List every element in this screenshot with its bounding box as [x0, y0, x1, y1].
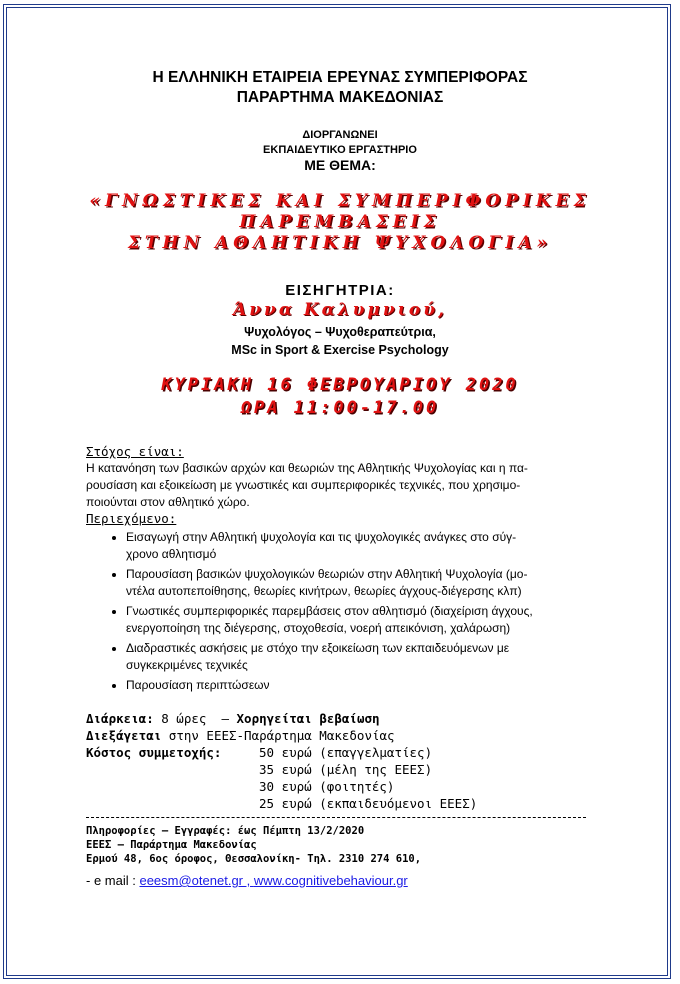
email-row	[86, 872, 408, 889]
subject-label: ΜΕ ΘΕΜΑ:	[304, 157, 376, 173]
list-item: • Γνωστικές συμπεριφορικές παρεμβάσεις στον αθλητισμό (διαχείριση άγχους, ενεργοποίηση της διέγερσης, στοχοθεσία, νοερή απεικόνιση, χαλάρωση)	[126, 603, 586, 637]
registration-info: Πληροφορίες – Εγγραφές: έως Πέμπτη 13/2/2020	[86, 825, 365, 837]
goal-label: Στόχος είναι:	[86, 444, 184, 459]
speaker-credential: MSc in Sport & Exercise Psychology	[231, 343, 449, 357]
certificate-note: Χορηγείται βεβαίωση	[236, 711, 380, 726]
goal-section	[86, 444, 586, 697]
event-time: ΩΡΑ 11:00-17.00	[240, 398, 440, 418]
venue-label: Διεξάγεται	[86, 728, 162, 743]
link-separator: ,	[243, 873, 254, 888]
contents-label: Περιεχόμενο:	[86, 511, 177, 526]
organizes-label: ΔΙΟΡΓΑΝΩΝΕΙ	[302, 129, 378, 141]
contact-info	[86, 824, 606, 866]
event-date: ΚΥΡΙΑΚΗ 16 ΦΕΒΡΟΥΑΡΙΟΥ 2020	[161, 375, 519, 395]
list-item: • Εισαγωγή στην Αθλητική ψυχολογία και τις ψυχολογικές ανάγκες στο σύγ- χρονο αθλητισμό	[126, 529, 586, 563]
list-item: • Διαδραστικές ασκήσεις με στόχο την εξοικείωση των εκπαιδευόμενων με συγκεκριμένες τεχνικές	[126, 640, 586, 674]
speaker-name: Άννα Καλυμνιού,	[233, 300, 447, 320]
address-phone: Ερμού 48, 6ος όροφος, Θεσσαλονίκη- Τηλ. 2310 274 610,	[86, 853, 422, 865]
email-label: - e mail :	[86, 873, 136, 888]
email-link[interactable]: eeesm@otenet.gr	[139, 873, 243, 888]
org-branch: ΠΑΡΑΡΤΗΜΑ ΜΑΚΕΔΟΝΙΑΣ	[236, 89, 444, 106]
title-line-1: «ΓΝΩΣΤΙΚΕΣ ΚΑΙ ΣΥΜΠΕΡΙΦΟΡΙΚΕΣ	[89, 191, 591, 211]
venue-value: στην ΕΕΕΣ-Παράρτημα Μακεδονίας	[161, 728, 395, 743]
duration-value: 8 ώρες –	[153, 711, 237, 726]
contents-list	[86, 529, 586, 694]
branch-name: ΕΕΕΣ – Παράρτημα Μακεδονίας	[86, 839, 257, 851]
venue-row	[86, 727, 586, 744]
speaker-label: ΕΙΣΗΓΗΤΡΙΑ:	[285, 282, 395, 299]
website-link[interactable]: www.cognitivebehaviour.gr	[253, 873, 408, 888]
details-section	[86, 710, 586, 812]
cost-item: 50 ευρώ (επαγγελματίες)	[259, 745, 433, 760]
list-item: • Παρουσίαση περιπτώσεων	[126, 677, 586, 694]
cost-item: 35 ευρώ (μέλη της ΕΕΕΣ)	[259, 762, 433, 777]
cost-row	[86, 744, 586, 761]
cost-item: 25 ευρώ (εκπαιδευόμενοι ΕΕΕΣ)	[259, 796, 478, 811]
cost-label: Κόστος συμμετοχής:	[86, 745, 222, 760]
goal-text-line-1: Η κατανόηση των βασικών αρχών και θεωριών της Αθλητικής Ψυχολογίας και η πα-	[86, 461, 528, 475]
divider	[86, 817, 586, 818]
workshop-label: ΕΚΠΑΙΔΕΥΤΙΚΟ ΕΡΓΑΣΤΗΡΙΟ	[263, 144, 417, 156]
duration-label: Διάρκεια:	[86, 711, 154, 726]
duration-row	[86, 710, 586, 727]
goal-text-line-3: ποιούνται στον αθλητικό χώρο.	[86, 495, 250, 509]
org-name: Η ΕΛΛΗΝΙΚΗ ΕΤΑΙΡΕΙΑ ΕΡΕΥΝΑΣ ΣΥΜΠΕΡΙΦΟΡΑΣ	[152, 69, 528, 86]
list-item: • Παρουσίαση βασικών ψυχολογικών θεωριών στην Αθλητική Ψυχολογία (μο- ντέλα αυτοπεποίθησης, θεωρίες κινήτρων, θεωρίες άγχους-διέγερσης κλπ)	[126, 566, 586, 600]
title-line-2: ΠΑΡΕΜΒΑΣΕΙΣ	[239, 212, 441, 232]
title-line-3: ΣΤΗΝ ΑΘΛΗΤΙΚΗ ΨΥΧΟΛΟΓΙΑ»	[127, 233, 553, 253]
speaker-role: Ψυχολόγος – Ψυχοθεραπεύτρια,	[244, 325, 436, 339]
cost-item: 30 ευρώ (φοιτητές)	[259, 779, 395, 794]
goal-text-line-2: ρουσίαση και εξοικείωση με γνωστικές και συμπεριφορικές τεχνικές, που χρησιμο-	[86, 478, 521, 492]
